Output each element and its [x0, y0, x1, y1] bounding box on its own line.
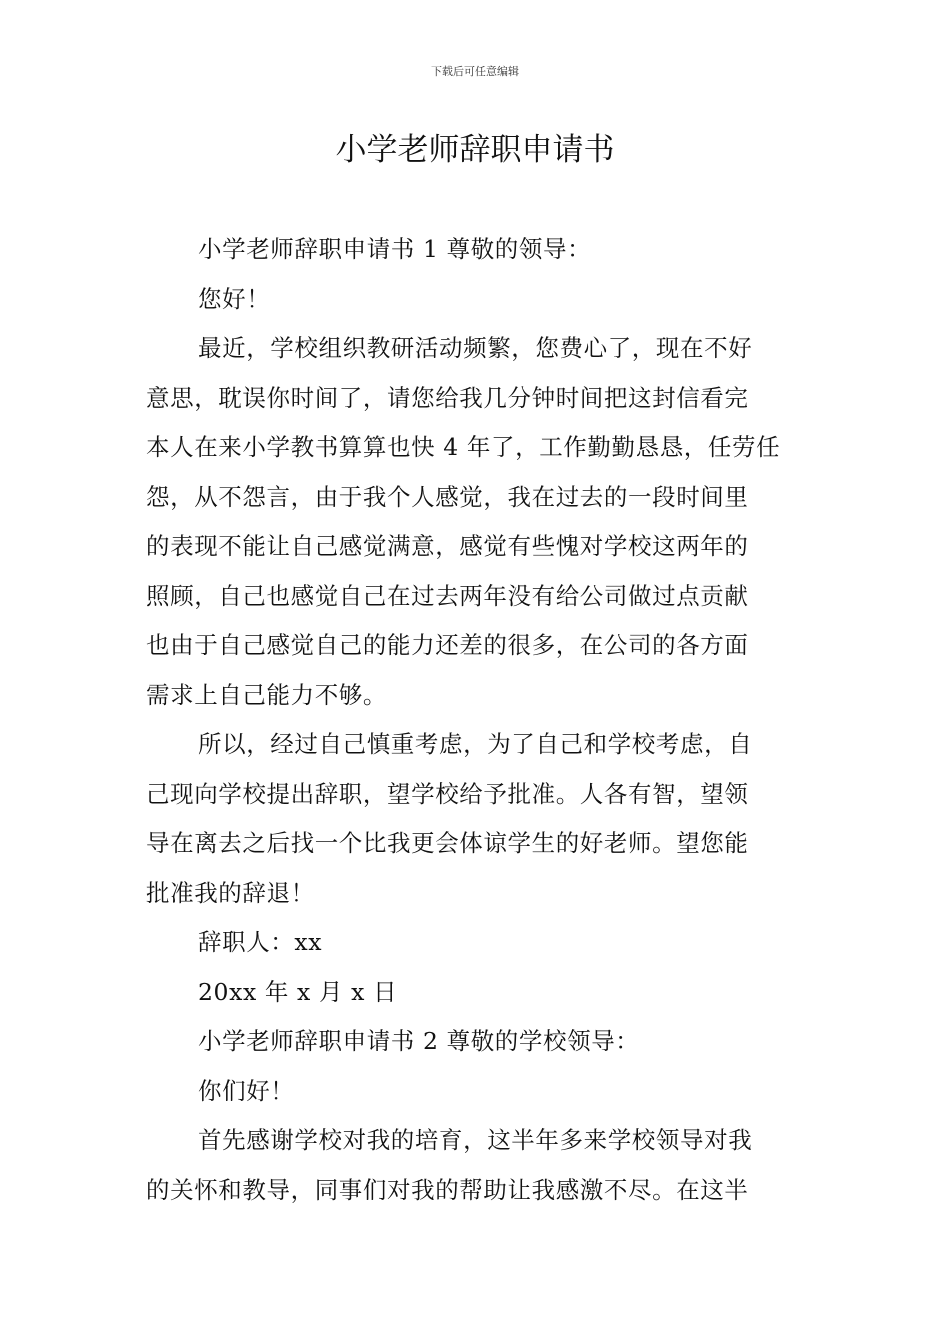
body-line: 怨，从不怨言，由于我个人感觉，我在过去的一段时间里	[146, 482, 749, 511]
document-title: 小学老师辞职申请书	[335, 132, 615, 168]
body-line: 意思，耽误你时间了，请您给我几分钟时间把这封信看完	[146, 383, 749, 412]
body-line: 20xx 年 x 月 x 日	[198, 977, 398, 1006]
body-line: 批准我的辞退！	[146, 878, 315, 907]
body-line: 也由于自己感觉自己的能力还差的很多，在公司的各方面	[146, 631, 749, 659]
body-line: 小学老师辞职申请书 1 尊敬的领导：	[198, 235, 592, 263]
body-line: 小学老师辞职申请书 2 尊敬的学校领导：	[198, 1027, 640, 1055]
body-line: 的关怀和教导，同事们对我的帮助让我感激不尽。在这半	[146, 1175, 749, 1204]
body-line: 您好！	[198, 284, 271, 313]
body-line: 辞职人：xx	[198, 928, 323, 956]
body-line: 照顾，自己也感觉自己在过去两年没有给公司做过点贡献	[146, 581, 749, 610]
body-line: 导在离去之后找一个比我更会体谅学生的好老师。望您能	[146, 829, 749, 857]
body-line: 己现向学校提出辞职，望学校给予批准。人各有智，望领	[146, 779, 749, 808]
header-note: 下载后可任意编辑	[431, 65, 519, 78]
body-line: 的表现不能让自己感觉满意，感觉有些愧对学校这两年的	[146, 532, 749, 560]
body-line: 需求上自己能力不够。	[146, 680, 387, 709]
document-body	[146, 225, 808, 1215]
body-line: 首先感谢学校对我的培育，这半年多来学校领导对我	[198, 1126, 753, 1154]
body-line: 所以，经过自己慎重考虑，为了自己和学校考虑，自	[198, 730, 753, 758]
body-line: 本人在来小学教书算算也快 4 年了，工作勤勤恳恳，任劳任	[146, 433, 781, 461]
body-line: 最近，学校组织教研活动频繁，您费心了，现在不好	[198, 334, 753, 362]
body-line: 你们好！	[198, 1076, 295, 1105]
